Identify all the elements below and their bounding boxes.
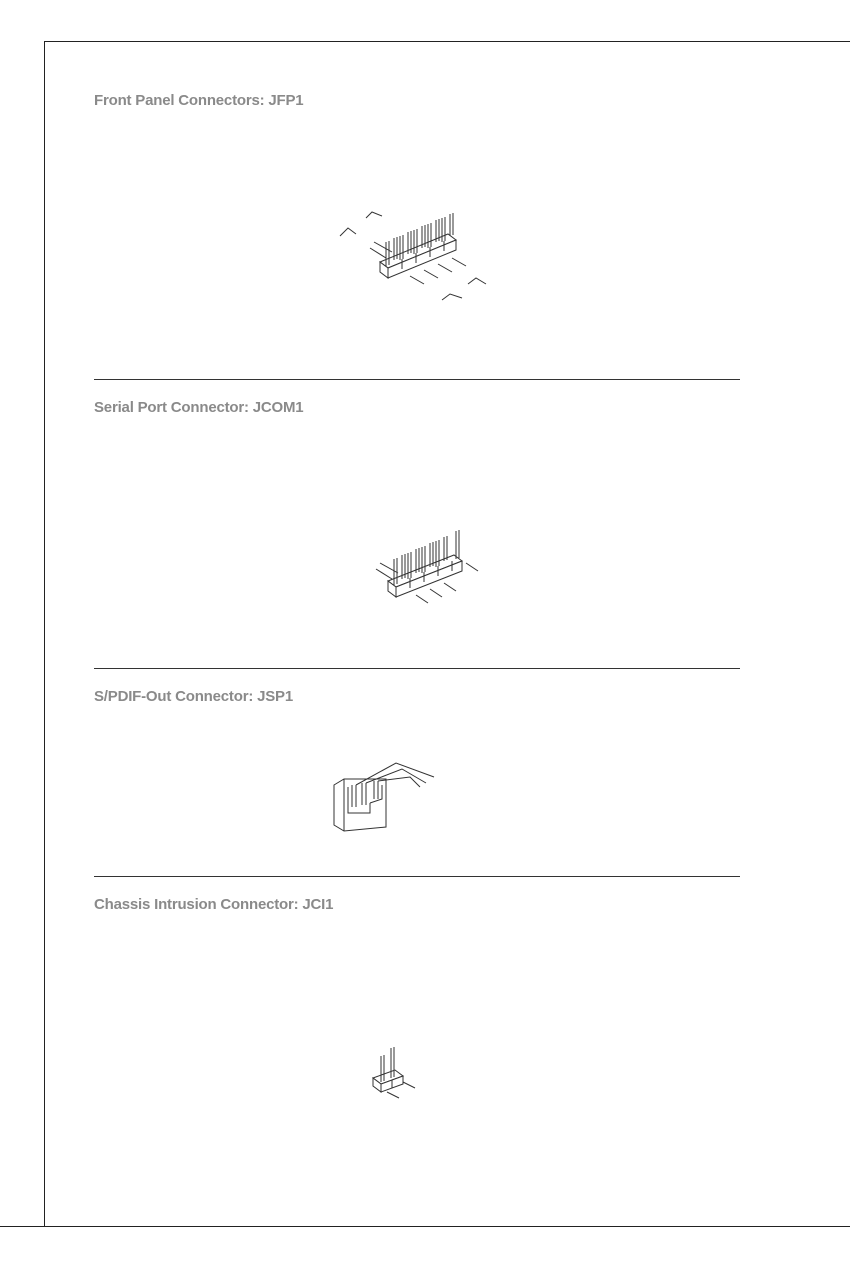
section-divider-2	[94, 668, 740, 669]
page-frame-left	[44, 41, 45, 1226]
section-title-jfp1: Front Panel Connectors: JFP1	[94, 92, 304, 109]
jci1-connector-diagram	[365, 1042, 425, 1102]
section-title-jsp1: S/PDIF-Out Connector: JSP1	[94, 688, 293, 705]
section-title-jci1: Chassis Intrusion Connector: JCI1	[94, 896, 334, 913]
jcom1-connector-diagram	[370, 525, 490, 610]
page-frame-bottom	[0, 1226, 850, 1227]
section-title-jcom1: Serial Port Connector: JCOM1	[94, 399, 304, 416]
section-divider-1	[94, 379, 740, 380]
jfp1-connector-diagram	[330, 200, 510, 310]
page-frame-top	[44, 41, 850, 42]
jsp1-connector-diagram	[330, 755, 440, 835]
section-divider-3	[94, 876, 740, 877]
